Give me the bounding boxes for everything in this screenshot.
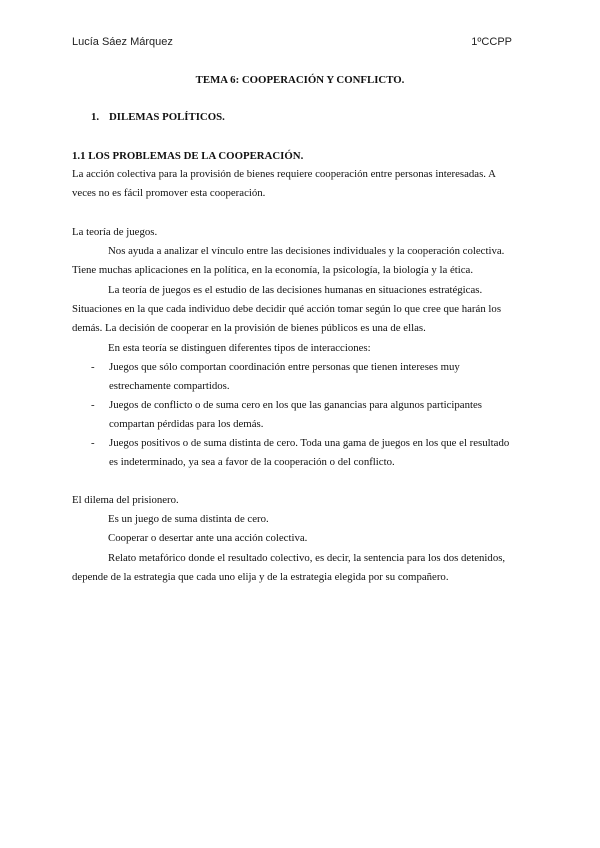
bullet-marker: - xyxy=(91,399,95,411)
paragraph-line: Situaciones en la que cada individuo debe decidir qué acción tomar según lo que cree que harán los xyxy=(72,303,502,315)
paragraph-line: Es un juego de suma distinta de cero. xyxy=(108,513,269,525)
bullet-marker: - xyxy=(91,361,95,373)
paragraph-line: La acción colectiva para la provisión de bienes requiere cooperación entre personas interesadas. A xyxy=(72,168,496,180)
paragraph-line: demás. La decisión de cooperar en la provisión de bienes públicos es una de ellas. xyxy=(72,322,426,334)
paragraph-line: depende de la estrategia que cada uno elija y de la estrategia elegida por su compañero. xyxy=(72,571,449,583)
game-theory-heading: La teoría de juegos. xyxy=(72,226,158,238)
document-title: TEMA 6: COOPERACIÓN Y CONFLICTO. xyxy=(195,74,405,86)
bullet-line: Juegos de conflicto o de suma cero en los que las ganancias para algunos participantes xyxy=(109,399,482,411)
bullet-line: Juegos que sólo comportan coordinación entre personas que tienen intereses muy xyxy=(109,361,460,373)
paragraph-line: La teoría de juegos es el estudio de las decisiones humanas en situaciones estratégicas. xyxy=(108,284,483,296)
paragraph-line: veces no es fácil promover esta cooperación. xyxy=(72,187,266,199)
paragraph-line: Cooperar o desertar ante una acción colectiva. xyxy=(108,532,308,544)
prisoner-heading: El dilema del prisionero. xyxy=(72,494,179,506)
paragraph-line: Nos ayuda a analizar el vínculo entre las decisiones individuales y la cooperación colectiva. xyxy=(108,245,505,257)
bullet-line: Juegos positivos o de suma distinta de cero. Toda una gama de juegos en los que el resultado xyxy=(109,437,510,449)
subsection-title: 1.1 LOS PROBLEMAS DE LA COOPERACIÓN. xyxy=(72,150,304,162)
paragraph-line: En esta teoría se distinguen diferentes tipos de interacciones: xyxy=(108,342,371,354)
bullet-marker: - xyxy=(91,437,95,449)
paragraph-line: Relato metafórico donde el resultado colectivo, es decir, la sentencia para los dos detenidos, xyxy=(108,552,506,564)
section-title: DILEMAS POLÍTICOS. xyxy=(109,111,225,123)
bullet-line: compartan pérdidas para los demás. xyxy=(109,418,264,430)
bullet-line: estrechamente compartidos. xyxy=(109,380,230,392)
header-author: Lucía Sáez Márquez xyxy=(72,36,173,48)
bullet-line: es indeterminado, ya sea a favor de la cooperación o del conflicto. xyxy=(109,456,395,468)
section-number: 1. xyxy=(91,111,100,123)
paragraph-line: Tiene muchas aplicaciones en la política, en la economía, la psicología, la biología y la ética. xyxy=(72,264,474,276)
header-course: 1ºCCPP xyxy=(471,36,512,48)
